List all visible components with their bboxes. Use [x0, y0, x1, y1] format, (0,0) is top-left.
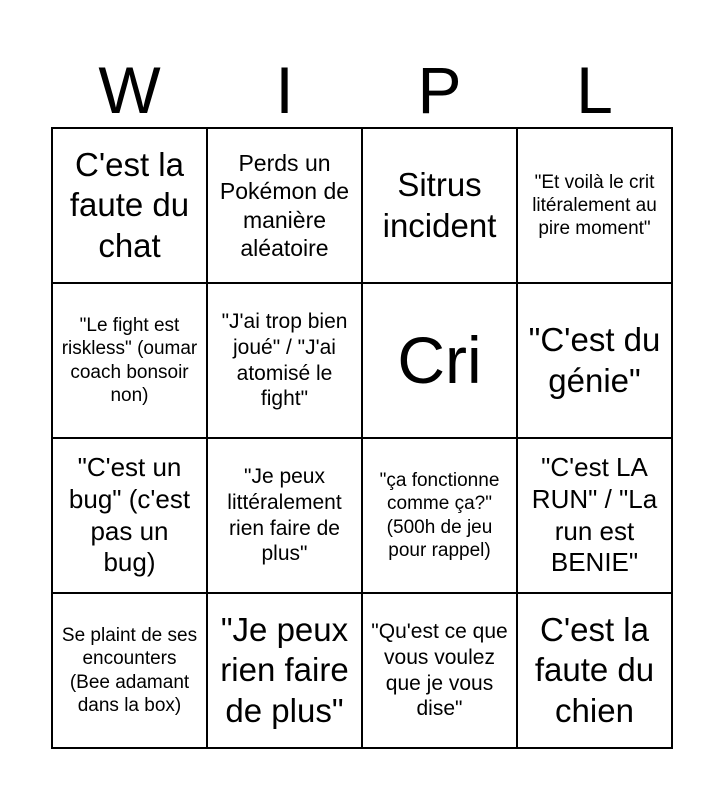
free-space-cell[interactable] [363, 284, 518, 439]
bingo-cell[interactable] [518, 439, 673, 594]
bingo-cell[interactable] [208, 439, 363, 594]
header-letter-p: P [417, 53, 462, 127]
header-letter-l: L [576, 53, 613, 127]
bingo-cell-text: "C'est du génie" [528, 321, 661, 399]
bingo-cell-text: C'est la faute du chien [534, 611, 655, 729]
bingo-cell[interactable] [53, 129, 208, 284]
bingo-cell-text: "C'est LA RUN" / "La run est BENIE" [531, 452, 658, 578]
bingo-cell[interactable] [518, 284, 673, 439]
bingo-cell[interactable] [53, 284, 208, 439]
bingo-cell[interactable] [53, 439, 208, 594]
header-letter-i: I [275, 53, 294, 127]
bingo-cell-text: "Et voilà le crit litéralement au pire moment" [532, 171, 657, 240]
bingo-grid [51, 127, 673, 749]
bingo-cell-text: "C'est un bug" (c'est pas un bug) [68, 452, 191, 578]
bingo-cell-text: "Je peux littéralement rien faire de plus" [227, 465, 342, 566]
bingo-cell[interactable] [518, 129, 673, 284]
bingo-cell[interactable] [518, 594, 673, 749]
bingo-cell-text: "Le fight est riskless" (oumar coach bonsoir non) [61, 315, 198, 406]
bingo-header [52, 52, 672, 128]
bingo-cell[interactable] [53, 594, 208, 749]
bingo-cell-text: "J'ai trop bien joué" / "J'ai atomisé le fight" [221, 310, 348, 411]
bingo-cell[interactable] [363, 439, 518, 594]
bingo-cell[interactable] [208, 594, 363, 749]
bingo-cell[interactable] [363, 594, 518, 749]
bingo-cell-text: "Je peux rien faire de plus" [220, 611, 349, 729]
bingo-cell-text: Sitrus incident [382, 166, 497, 244]
bingo-cell-text: Perds un Pokémon de manière aléatoire [219, 150, 350, 261]
header-letter-w: W [98, 53, 161, 127]
bingo-cell[interactable] [208, 129, 363, 284]
bingo-cell-text: Se plaint de ses encounters (Bee adamant dans la box) [61, 625, 198, 716]
bingo-cell[interactable] [208, 284, 363, 439]
bingo-cell-text: C'est la faute du chat [69, 146, 190, 264]
bingo-cell-text: "Qu'est ce que vous voulez que je vous dise" [371, 620, 508, 721]
bingo-cell[interactable] [363, 129, 518, 284]
bingo-cell-text: "ça fonctionne comme ça?" (500h de jeu pour rappel) [379, 470, 500, 561]
free-space-text: Cri [397, 323, 482, 398]
